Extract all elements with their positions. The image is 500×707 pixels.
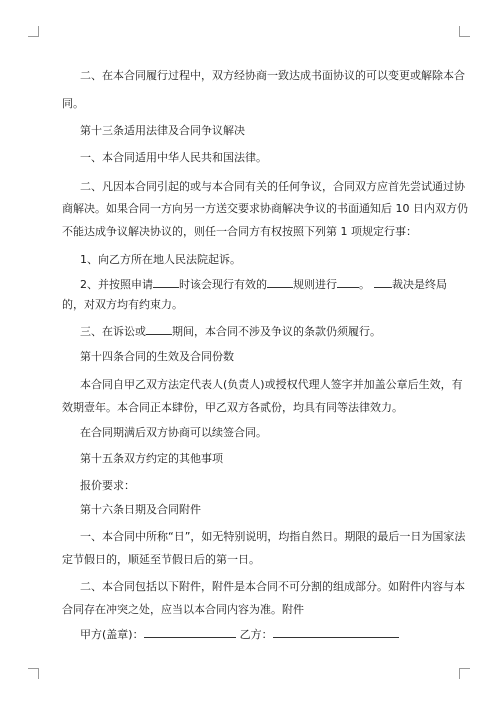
arbitration-line xyxy=(80,277,447,292)
paragraph-line: 一、本合同中所称“日”，如无特别说明，均指自然日。期限的最后一日为国家法 xyxy=(80,530,466,543)
arbitration-text-b: 时该会现行有效的 xyxy=(179,278,267,291)
suspension-text-a: 三、在诉讼或 xyxy=(80,325,146,338)
section-heading: 第十六条日期及合同附件 xyxy=(80,503,201,516)
arbitration-text-c: 规则进行 xyxy=(293,278,337,291)
paragraph-line: 商解决。如果合同一方向另一方送交要求协商解决争议的书面通知后 10 日内双方仍 xyxy=(62,202,468,215)
paragraph-line: 二、本合同包括以下附件，附件是本合同不可分割的组成部分。如附件内容与本 xyxy=(80,580,465,593)
paragraph-line: 定节假日的，顺延至节假日后的第一日。 xyxy=(62,553,260,566)
party-a-label: 甲方(盖章)： xyxy=(80,628,144,641)
suspension-line xyxy=(80,324,381,339)
party-a-signature-field[interactable] xyxy=(144,627,236,638)
arbitration-text-e: 裁决是终局 xyxy=(392,278,447,291)
blank-arbitration-body[interactable] xyxy=(153,277,179,288)
paragraph-line: 效期壹年。本合同正本肆份，甲乙双方各贰份，均具有同等法律效力。 xyxy=(62,401,403,414)
blank-arbitration-place[interactable] xyxy=(337,277,359,288)
blank-arbitration-rules[interactable] xyxy=(267,277,293,288)
crop-mark-bottom-left xyxy=(28,668,39,679)
party-b-signature-field[interactable] xyxy=(273,627,399,638)
paragraph-line: 二、凡因本合同引起的或与本合同有关的任何争议，合同双方应首先尝试通过协 xyxy=(80,180,465,193)
crop-mark-top-left xyxy=(28,26,39,37)
paragraph-line: 在合同期满后双方协商可以续签合同。 xyxy=(80,426,267,439)
suspension-text-b: 期间，本合同不涉及争议的条款仍须履行。 xyxy=(172,325,381,338)
signature-line xyxy=(80,627,399,642)
blank-suspension-type[interactable] xyxy=(146,324,172,335)
paragraph-line: 报价要求： xyxy=(80,479,135,492)
paragraph-line: 一、本合同适用中华人民共和国法律。 xyxy=(80,151,267,164)
paragraph-line: 不能达成争议解决协议的，则任一合同方有权按照下列第 1 项规定行事： xyxy=(62,225,417,238)
party-b-label: 乙方： xyxy=(239,628,273,641)
crop-mark-top-right xyxy=(459,26,470,37)
blank-arbitration-award[interactable] xyxy=(374,277,392,288)
paragraph-line: 二、在本合同履行过程中，双方经协商一致达成书面协议的可以变更或解除本合 xyxy=(80,69,465,82)
arbitration-text-a: 2、并按照申请 xyxy=(80,278,153,291)
paragraph-line: 本合同自甲乙双方法定代表人(负责人)或授权代理人签字并加盖公章后生效，有 xyxy=(80,378,463,391)
crop-mark-bottom-right xyxy=(459,668,470,679)
section-heading: 第十三条适用法律及合同争议解决 xyxy=(80,124,245,137)
paragraph-line: 合同存在冲突之处，应当以本合同内容为准。附件 xyxy=(62,603,304,616)
arbitration-text-d: 。 xyxy=(359,278,370,291)
paragraph-line: 同。 xyxy=(62,97,84,110)
section-heading: 第十五条双方约定的其他事项 xyxy=(80,452,223,465)
section-heading: 第十四条合同的生效及合同份数 xyxy=(80,350,234,363)
paragraph-line: 1、向乙方所在地人民法院起诉。 xyxy=(80,253,241,266)
paragraph-line: 的，对双方均有约束力。 xyxy=(62,298,183,311)
